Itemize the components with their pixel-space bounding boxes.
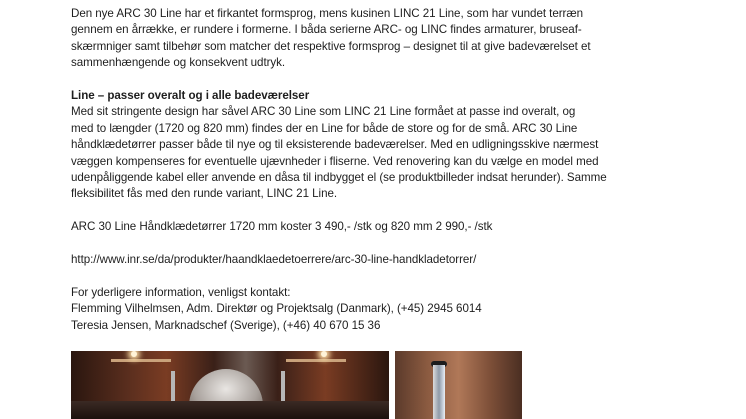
section-line: væggen kompenseres for eventuelle ujævnheder i fliserne. Ved renovering kan du vælge en model med: [71, 154, 599, 168]
section-line: med to længder (1720 og 820 mm) findes der en Line for både de store og for de små. ARC 30 Line: [71, 121, 578, 135]
section-heading: Line – passer overalt og i alle badeværelser: [71, 89, 310, 103]
press-release-text: [71, 6, 671, 350]
intro-line: Den nye ARC 30 Line har et firkantet formsprog, mens kusinen LINC 21 Line, som har vundet terræn: [71, 7, 584, 20]
intro-paragraph: [71, 6, 671, 72]
url-paragraph: [71, 252, 671, 268]
bathroom-photo: [71, 351, 389, 419]
intro-line: gennem en årrække, er rundere i formerne. I båda serierne ARC- og LINC findes armaturer, bruseaf-: [71, 23, 582, 37]
shelf-shape: [111, 359, 171, 362]
price-paragraph: [71, 219, 671, 235]
contact-intro: For yderligere information, venligst kontakt:: [71, 285, 291, 299]
floor-shape: [71, 401, 389, 419]
line-section: [71, 88, 671, 203]
section-line: udenpåliggende kabel eller anvende en dåsa til indbygget el (se produktbilleder indsat herunder). Samme: [71, 171, 607, 185]
towel-warmer-photo: [395, 351, 522, 419]
lamp-light: [321, 351, 327, 357]
section-line: håndklædetørrer passer både til nye og til eksisterende badeværelser. Med en udligningsskive nærmest: [71, 138, 599, 152]
shelf-shape: [286, 359, 346, 362]
intro-line: sammenhængende og konsekvent udtryk.: [71, 56, 286, 70]
intro-line: skærmniger samt tilbehør som matcher det respektive formsprog – designet til at give badeværelset et: [71, 39, 591, 53]
section-line: fleksibilitet fås med den runde variant, LINC 21 Line.: [71, 187, 338, 201]
contact-person: Flemming Vilhelmsen, Adm. Direktør og Projektsalg (Danmark), (+45) 2945 6014: [71, 302, 482, 316]
product-url-link[interactable]: http://www.inr.se/da/produkter/haandklaedetoerrere/arc-30-line-handkladetorrer/: [71, 253, 477, 267]
lamp-light: [131, 351, 137, 357]
contact-paragraph: [71, 285, 671, 334]
contact-person: Teresia Jensen, Marknadschef (Sverige), (+46) 40 670 15 36: [71, 318, 381, 332]
section-line: Med sit stringente design har såvel ARC 30 Line som LINC 21 Line formået at passe ind overalt, og: [71, 105, 576, 119]
price-text: ARC 30 Line Håndklædetørrer 1720 mm koster 3 490,- /stk og 820 mm 2 990,- /stk: [71, 220, 493, 234]
towel-warmer-shape: [433, 365, 445, 419]
